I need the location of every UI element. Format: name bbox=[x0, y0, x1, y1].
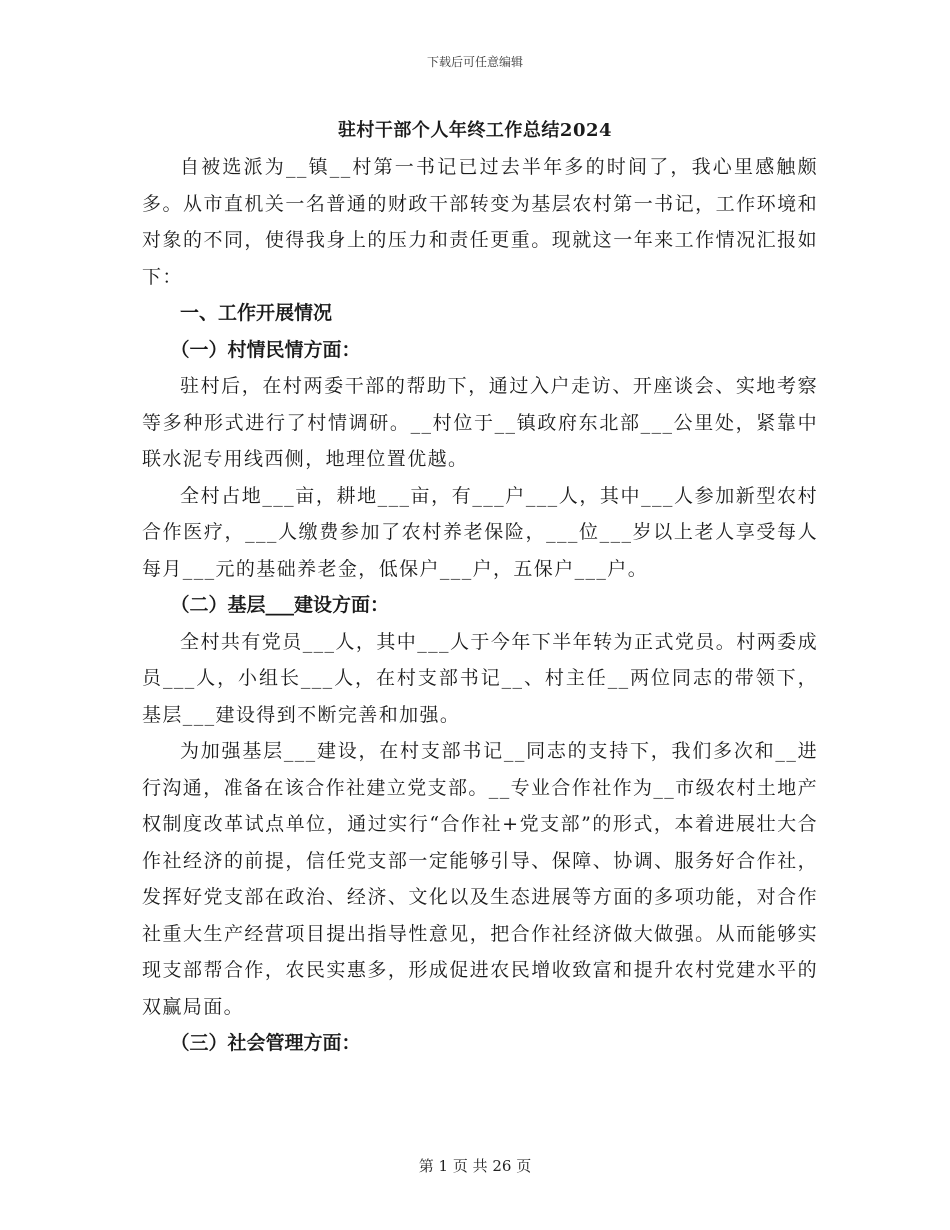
page-number-footer: 第 1 页 共 26 页 bbox=[418, 1157, 532, 1175]
intro-paragraph: 自被选派为__镇__村第一书记已过去半年多的时间了，我心里感触颇多。从市直机关一名普通的财政干部转变为基层农村第一书记，工作环境和对象的不同，使得我身上的压力和责任更重。现就这一年来工作情况汇报如下： bbox=[142, 156, 818, 288]
page-header-note: 下载后可任意编辑 bbox=[426, 55, 523, 69]
section-heading-work-status: 一、工作开展情况 bbox=[180, 302, 333, 324]
village-statistics-paragraph: 全村占地___亩，耕地___亩，有___户___人，其中___人参加新型农村合作医疗，___人缴费参加了农村养老保险，___位___岁以上老人享受每人每月___元的基础养老金，低保户___户，五保户___户。 bbox=[142, 484, 818, 580]
subsection-heading-grassroots-building: （二）基层___建设方面： bbox=[170, 594, 390, 616]
subsection-heading-village-situation: （一）村情民情方面： bbox=[170, 338, 361, 361]
cooperative-party-branch-paragraph: 为加强基层___建设，在村支部书记__同志的支持下，我们多次和__进行沟通，准备在该合作社建立党支部。__专业合作社作为__市级农村土地产权制度改革试点单位，通过实行“合作社+党支部”的形式，本着进展壮大合作社经济的前提，信任党支部一定能够引导、保障、协调、服务好合作社，发挥好党支部在政治、经济、文化以及生态进展等方面的多项功能，对合作社重大生产经营项目提出指导性意见，把合作社经济做大做强。从而能够实现支部帮合作，农民实惠多，形成促进农民增收致富和提升农村党建水平的双赢局面。 bbox=[142, 740, 819, 1018]
village-survey-paragraph: 驻村后，在村两委干部的帮助下，通过入户走访、开座谈会、实地考察等多种形式进行了村情调研。__村位于__镇政府东北部___公里处，紧靠中联水泥专用线西侧，地理位置优越。 bbox=[142, 375, 818, 470]
document-title: 驻村干部个人年终工作总结2024 bbox=[337, 120, 613, 141]
party-members-paragraph: 全村共有党员___人，其中___人于今年下半年转为正式党员。村两委成员___人，小组长___人，在村支部书记__、村主任__两位同志的带领下，基层___建设得到不断完善和加强。 bbox=[142, 630, 818, 726]
document-body bbox=[142, 149, 818, 1062]
subsection-heading-social-management: （三）社会管理方面： bbox=[170, 1032, 361, 1054]
